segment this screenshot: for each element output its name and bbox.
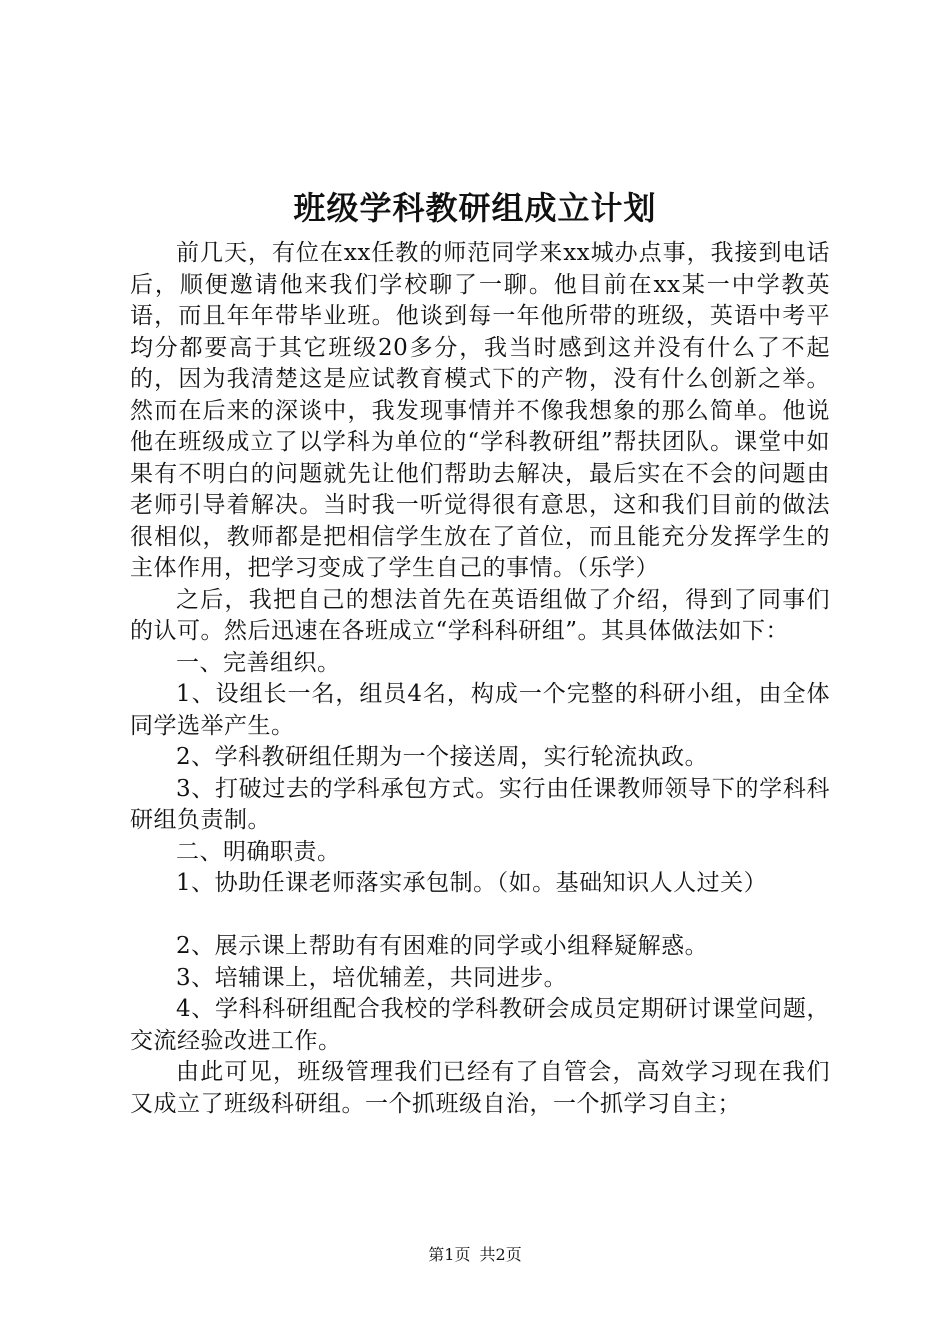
paragraph-conclusion: 由此可见，班级管理我们已经有了自管会，高效学习现在我们又成立了班级科研组。一个抓班级自治，一个抓学习自主；	[130, 1059, 830, 1117]
page-number: 第1页	[428, 1245, 471, 1264]
list-item: 1、协助任课老师落实承包制。（如。基础知识人人过关）	[176, 870, 768, 896]
page-total: 共2页	[479, 1245, 522, 1264]
list-item: 3、打破过去的学科承包方式。实行由任课教师领导下的学科科研组负责制。	[130, 775, 830, 833]
blank-line	[130, 900, 830, 932]
list-item: 1、设组长一名，组员4名，构成一个完整的科研小组，由全体同学选举产生。	[130, 681, 830, 739]
list-item: 4、学科科研组配合我校的学科教研会成员定期研讨课堂问题，交流经验改进工作。	[130, 996, 830, 1054]
paragraph-intro: 前几天，有位在xx任教的师范同学来xx城办点事，我接到电话后，顺便邀请他来我们学校聊了一聊。他目前在xx某一中学教英语，而且年年带毕业班。他谈到每一年他所带的班级，英语中考平均分都要高于其它班级20多分，我当时感到这并没有什么了不起的，因为我清楚这是应试教育模式下的产物，没有什么创新之举。然而在后来的深谈中，我发现事情并不像我想象的那么简单。他说他在班级成立了以学科为单位的“学科教研组”帮扶团队。课堂中如果有不明白的问题就先让他们帮助去解决，最后实在不会的问题由老师引导着解决。当时我一听觉得很有意思，这和我们目前的做法很相似，教师都是把相信学生放在了首位，而且能充分发挥学生的主体作用，把学习变成了学生自己的事情。（乐学）	[130, 240, 830, 581]
heading-duties: 二、明确职责。	[176, 838, 341, 865]
page-footer	[0, 1244, 950, 1266]
list-item: 2、展示课上帮助有有困难的同学或小组释疑解惑。	[176, 933, 709, 959]
list-item: 2、学科教研组任期为一个接送周，实行轮流执政。	[176, 744, 709, 770]
list-item: 3、培辅课上，培优辅差，共同进步。	[176, 964, 568, 991]
paragraph-method: 之后，我把自己的想法首先在英语组做了介绍，得到了同事们的认可。然后迅速在各班成立“学科科研组”。其具体做法如下：	[130, 586, 830, 644]
document-body	[130, 238, 830, 1120]
heading-organization: 一、完善组织。	[176, 649, 341, 676]
document-title: 班级学科教研组成立计划	[293, 189, 657, 227]
